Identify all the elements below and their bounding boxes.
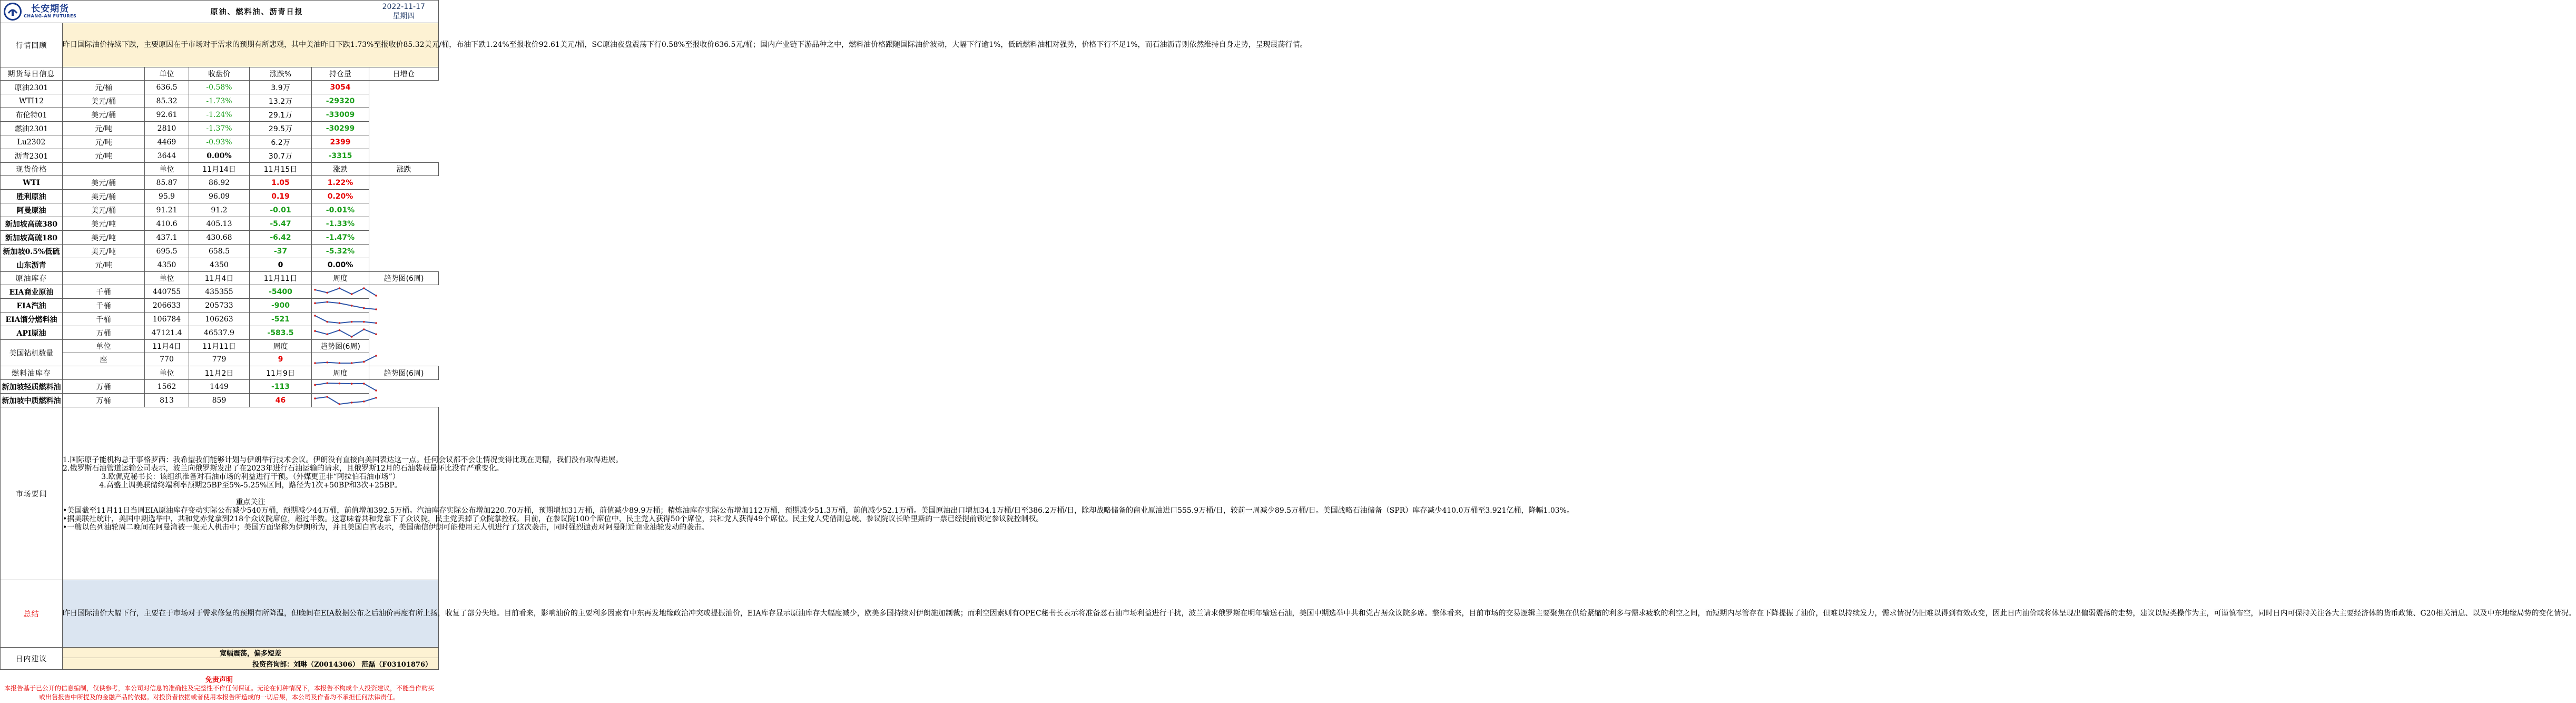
spot-header-chg: 涨跌 — [312, 163, 369, 176]
fuel-trend — [312, 380, 369, 394]
spot-chg: -5.47 — [250, 217, 312, 231]
fuel-row — [1, 394, 439, 407]
logo-icon — [4, 3, 22, 21]
trend-point — [314, 289, 316, 291]
futures-oi: 30.7万 — [250, 149, 312, 163]
fuel-d1: 813 — [145, 394, 189, 407]
inventory-d2: 46537.9 — [189, 326, 250, 340]
inventory-trend — [312, 285, 369, 299]
trend-line — [315, 356, 376, 363]
inventory-chg: -5400 — [250, 285, 312, 299]
spot-row — [1, 176, 439, 190]
fuel-header-unit: 单位 — [145, 366, 189, 380]
trend-point — [314, 384, 316, 386]
trend-point — [339, 302, 341, 304]
futures-close: 2810 — [145, 122, 189, 135]
news-focus-item: •据美联社统计，美国中期选举中，共和党赤党拿到218个众议院席位，超过半数。这意味着共和党拿下了众议院，民主党丢掉了众院掌控权。目前，在参议院100个席位中，民主党人获得50个席位，共和党人获得49个席位。民主党人凭借副总统、参议院议长哈里斯的一票已经提前锁定参议院控制权。 — [63, 514, 1044, 523]
trend-point — [351, 293, 353, 295]
trend-point — [375, 355, 377, 357]
inventory-row — [1, 285, 439, 299]
rig-unit: 座 — [63, 353, 145, 366]
inventory-d1: 206633 — [145, 299, 189, 313]
trend-point — [326, 333, 328, 335]
spot-chg: 0.19 — [250, 190, 312, 203]
futures-oi: 29.5万 — [250, 122, 312, 135]
trend-point — [314, 302, 316, 304]
trend-point — [314, 397, 316, 399]
news-item: 1.国际原子能机构总干事格罗西：我希望我们能够计划与伊朗举行技术会议。伊朗没有直接向美国表达这一点。任何会议都不会让情况变得比现在更糟，我们没有取得进展。 — [63, 455, 623, 464]
inventory-name: EIA馏分燃料油 — [1, 313, 63, 326]
futures-name: 原油2301 — [1, 81, 63, 94]
inventory-name: EIA汽油 — [1, 299, 63, 313]
trend-point — [326, 382, 328, 384]
rig-header-unit: 单位 — [63, 340, 145, 353]
spot-name: 新加坡高硫180 — [1, 231, 63, 245]
fuel-name: 新加坡中质燃料油 — [1, 394, 63, 407]
fuel-row — [1, 380, 439, 394]
spot-unit: 美元/桶 — [63, 190, 145, 203]
fuel-sparkline — [312, 395, 379, 406]
futures-unit: 元/吨 — [63, 135, 145, 149]
report-title: 原油、燃料油、沥青日报 — [145, 1, 369, 23]
trend-point — [351, 320, 353, 323]
inventory-unit: 万桶 — [63, 326, 145, 340]
spot-row — [1, 258, 439, 272]
futures-header-delta: 日增仓 — [369, 67, 439, 81]
trend-point — [314, 330, 316, 332]
futures-row — [1, 122, 439, 135]
spot-name: 新加坡高硫380 — [1, 217, 63, 231]
trend-point — [375, 322, 377, 324]
spot-chg: 0 — [250, 258, 312, 272]
spot-chg: 1.05 — [250, 176, 312, 190]
spot-header-d2: 11月15日 — [250, 163, 312, 176]
spot-name: 山东沥青 — [1, 258, 63, 272]
trend-point — [363, 361, 365, 363]
spot-chg: -0.01 — [250, 203, 312, 217]
inv-header-trend: 趋势图(6周) — [369, 272, 439, 285]
spot-d2: 658.5 — [189, 245, 250, 258]
trend-line — [315, 329, 376, 337]
section-label-review: 行情回顾 — [1, 23, 63, 67]
news-focus-item: •美国截至11月11日当周EIA原油库存变动实际公布减少540万桶，预期减少44万桶，前值增加392.5万桶。汽油库存实际公布增加220.70万桶，预期增加31万桶，前值减少89.9万桶；精炼油库存实际公布增加112万桶，预期减少51.3万桶，前值减少52.1万桶。美国原油出口增加34.1万桶/日至386.2万桶/日，除却战略储备的商业原油进口555.9万桶/日，较前一周减少89.5万桶/日。美国战略石油储备（SPR）库存减少410.0万桶至3.921亿桶，降幅1.03%。 — [63, 506, 1574, 515]
date-box — [369, 1, 439, 23]
trend-point — [339, 362, 341, 364]
fuel-sparkline — [312, 381, 379, 393]
section-label-futures: 期货每日信息 — [1, 67, 63, 81]
inventory-sparkline — [312, 314, 379, 325]
rig-header-chg: 周度 — [250, 340, 312, 353]
trend-point — [375, 389, 377, 392]
futures-unit: 元/吨 — [63, 122, 145, 135]
summary-text: 昨日国际油价大幅下行，主要在于市场对于需求修复的预期有所降温，但晚间在EIA数据公布之后油价再度有所上扬，收复了部分失地。目前看来，影响油价的主要利多因素有中东再发地缘政治冲突或提振油价，EIA库存显示原油库存大幅度减少，欧美多国持续对伊朗施加制裁；而利空因素则有OPEC秘书长表示将准备怼石油市场利益进行干扰，波兰请求俄罗斯在明年输送石油，美国中期选举中共和党占据众议院多席。整体看来，目前市场的交易逻辑主要聚焦在供给紧缩的利多与需求疲软的利空之间，而短期内尽管存在下降提振了油价，但难以持续发力，需求情况仍旧难以得到有效改变，因此日内油价或将体呈现出偏弱震荡的走势，建议以短类操作为主，可谨慎布空，同时日内可保持关注各大主要经济体的货币政策、G20相关消息、以及中东地缘局势的变化情况。 — [63, 580, 439, 648]
trend-point — [375, 333, 377, 335]
futures-header-oi: 持仓量 — [312, 67, 369, 81]
disclaimer — [0, 672, 438, 702]
advice-text: 宽幅震荡，偏多短差 — [63, 648, 439, 658]
section-label-news: 市场要闻 — [1, 407, 63, 580]
futures-oi: 13.2万 — [250, 94, 312, 108]
trend-point — [351, 336, 353, 338]
trend-point — [339, 287, 341, 289]
spot-name: WTI — [1, 176, 63, 190]
trend-point — [375, 295, 377, 297]
trend-point — [314, 362, 316, 364]
trend-point — [314, 315, 316, 317]
spot-d1: 437.1 — [145, 231, 189, 245]
spot-d2: 91.2 — [189, 203, 250, 217]
futures-oi: 6.2万 — [250, 135, 312, 149]
inventory-d1: 106784 — [145, 313, 189, 326]
trend-point — [375, 396, 377, 398]
spot-d1: 85.87 — [145, 176, 189, 190]
fuel-header-d2: 11月9日 — [250, 366, 312, 380]
spot-row — [1, 203, 439, 217]
spot-pct: -0.01% — [312, 203, 369, 217]
inventory-trend — [312, 326, 369, 340]
futures-unit: 元/桶 — [63, 81, 145, 94]
futures-header-unit: 单位 — [145, 67, 189, 81]
trend-point — [326, 301, 328, 303]
spot-d1: 4350 — [145, 258, 189, 272]
spot-unit: 美元/吨 — [63, 231, 145, 245]
section-label-inventory: 原油库存 — [1, 272, 63, 285]
section-label-spot: 现货价格 — [1, 163, 63, 176]
futures-oi: 29.1万 — [250, 108, 312, 122]
trend-line — [315, 316, 376, 323]
inventory-d1: 47121.4 — [145, 326, 189, 340]
rig-sparkline — [312, 354, 379, 365]
inventory-d2: 435355 — [189, 285, 250, 299]
futures-delta: -30299 — [312, 122, 369, 135]
trend-point — [363, 328, 365, 330]
logo-cell — [1, 1, 145, 23]
inventory-unit: 千桶 — [63, 313, 145, 326]
futures-unit: 元/吨 — [63, 149, 145, 163]
spot-unit: 美元/桶 — [63, 176, 145, 190]
spot-row — [1, 245, 439, 258]
futures-close: 92.61 — [145, 108, 189, 122]
futures-close: 3644 — [145, 149, 189, 163]
spot-header-unit: 单位 — [145, 163, 189, 176]
spot-unit: 美元/吨 — [63, 217, 145, 231]
spot-row — [1, 190, 439, 203]
spot-d1: 91.21 — [145, 203, 189, 217]
market-review-text: 昨日国际油价持续下跌，主要原因在于市场对于需求的预期有所悲观，其中美油昨日下跌1.73%至报收价85.32美元/桶，布油下跌1.24%至报收价92.61美元/桶，SC原油夜盘震荡下行0.58%至报收价636.5元/桶；国内产业链下游品种之中，燃料油价格跟随国际油价波动，大幅下行逾1%，低硫燃料油相对强势，价格下行不足1%，而石油沥青则依然维持自身走势，呈现震荡行情。 — [63, 23, 439, 67]
spot-pct: 1.22% — [312, 176, 369, 190]
futures-row — [1, 135, 439, 149]
inventory-row — [1, 299, 439, 313]
trend-point — [363, 320, 365, 323]
inventory-trend — [312, 299, 369, 313]
spot-d2: 4350 — [189, 258, 250, 272]
inventory-d2: 106263 — [189, 313, 250, 326]
inventory-d1: 440755 — [145, 285, 189, 299]
inventory-chg: -583.5 — [250, 326, 312, 340]
futures-row — [1, 108, 439, 122]
futures-row — [1, 149, 439, 163]
rig-header-d2: 11月11日 — [189, 340, 250, 353]
futures-header-close: 收盘价 — [189, 67, 250, 81]
spot-header-d1: 11月14日 — [189, 163, 250, 176]
futures-name: 沥青2301 — [1, 149, 63, 163]
news-item: 2.俄罗斯石油管道运输公司表示，波兰向俄罗斯发出了在2023年进行石油运输的请求，且俄罗斯12月的石油装载量环比没有严重变化。 — [63, 464, 504, 473]
trend-point — [339, 382, 341, 384]
logo-en: CHANG-AN FUTURES — [24, 13, 77, 18]
futures-close: 4469 — [145, 135, 189, 149]
inventory-chg: -521 — [250, 313, 312, 326]
futures-name: 燃油2301 — [1, 122, 63, 135]
trend-point — [339, 329, 341, 331]
futures-chg: -1.73% — [189, 94, 250, 108]
spot-unit: 美元/桶 — [63, 203, 145, 217]
fuel-header-chg: 周度 — [312, 366, 369, 380]
spot-pct: -1.33% — [312, 217, 369, 231]
trend-line — [315, 397, 376, 404]
inventory-d2: 205733 — [189, 299, 250, 313]
futures-header-chg: 涨跌% — [250, 67, 312, 81]
fuel-chg: 46 — [250, 394, 312, 407]
trend-point — [339, 403, 341, 405]
futures-oi: 3.9万 — [250, 81, 312, 94]
news-item: 4.高盛上调美联储终端利率预期25BP至5%-5.25%区间，路径为1次+50BP和3次+25BP。 — [99, 481, 402, 490]
trend-point — [363, 401, 365, 403]
futures-close: 636.5 — [145, 81, 189, 94]
fuel-d2: 859 — [189, 394, 250, 407]
fuel-d2: 1449 — [189, 380, 250, 394]
inventory-unit: 千桶 — [63, 299, 145, 313]
spot-d2: 405.13 — [189, 217, 250, 231]
trend-point — [363, 383, 365, 385]
advice-consultants: 投资咨询部：刘琳（Z0014306） 范磊（F03101876） — [63, 658, 439, 670]
inventory-row — [1, 326, 439, 340]
rig-name: 美国钻机数量 — [1, 340, 63, 366]
futures-name: 布伦特01 — [1, 108, 63, 122]
trend-point — [326, 291, 328, 294]
futures-unit: 美元/桶 — [63, 94, 145, 108]
fuel-d1: 1562 — [145, 380, 189, 394]
spot-row — [1, 217, 439, 231]
rig-header-d1: 11月4日 — [145, 340, 189, 353]
inventory-name: API原油 — [1, 326, 63, 340]
futures-chg: -1.24% — [189, 108, 250, 122]
spot-name: 新加坡0.5%低硫 — [1, 245, 63, 258]
trend-point — [363, 287, 365, 289]
trend-point — [326, 362, 328, 364]
spot-header-pct: 涨跌 — [369, 163, 439, 176]
trend-line — [315, 302, 376, 309]
spot-name: 阿曼原油 — [1, 203, 63, 217]
rig-d2: 779 — [189, 353, 250, 366]
futures-row — [1, 94, 439, 108]
trend-point — [326, 396, 328, 398]
spot-pct: -5.32% — [312, 245, 369, 258]
inv-header-unit: 单位 — [145, 272, 189, 285]
futures-name: WTI12 — [1, 94, 63, 108]
section-label-advice: 日内建议 — [1, 648, 63, 670]
futures-chg: -1.37% — [189, 122, 250, 135]
trend-line — [315, 383, 376, 390]
logo-cn: 长安期货 — [31, 3, 70, 14]
rig-chg: 9 — [250, 353, 312, 366]
inventory-unit: 千桶 — [63, 285, 145, 299]
trend-point — [351, 305, 353, 307]
futures-chg: -0.93% — [189, 135, 250, 149]
news-focus-item: •一艘以色列油轮周二晚间在阿曼湾被一架无人机击中；美国方面坚称为伊朗所为，并且美国白宫表示，美国确信伊朗可能使用无人机进行了这次袭击，同时强烈谴责对阿曼附近商业油轮发动的袭击。 — [63, 523, 709, 532]
trend-point — [363, 307, 365, 309]
fuel-trend — [312, 394, 369, 407]
futures-delta: 3054 — [312, 81, 369, 94]
inventory-chg: -900 — [250, 299, 312, 313]
rig-header-trend: 趋势图(6周) — [312, 340, 369, 353]
inventory-row — [1, 313, 439, 326]
trend-line — [315, 288, 376, 296]
disclaimer-text: 本报告基于已公开的信息编制，仅供参考，本公司对信息的准确性及完整性不作任何保证。无论在何种情况下，本报告不构成个人投资建议，不能当作购买或出售报告中所提及的金融产品的依据。对投资者依据或者使用本报告所造成的一切后果，本公司及作者均不承担任何法律责任。 — [4, 685, 434, 701]
fuel-header-d1: 11月2日 — [189, 366, 250, 380]
news-item: 3.欧佩克秘书长：该组织准备对石油市场的利益进行干预。（外媒更正非“阿拉伯石油市场”） — [101, 472, 400, 481]
trend-point — [339, 322, 341, 324]
disclaimer-title: 免责声明 — [205, 676, 233, 684]
spot-chg: -6.42 — [250, 231, 312, 245]
spot-unit: 美元/吨 — [63, 245, 145, 258]
inventory-sparkline — [312, 286, 379, 298]
futures-delta: 2399 — [312, 135, 369, 149]
fuel-unit: 万桶 — [63, 380, 145, 394]
spot-d1: 95.9 — [145, 190, 189, 203]
spot-pct: 0.20% — [312, 190, 369, 203]
news-content — [63, 407, 1574, 580]
inv-header-chg: 周度 — [312, 272, 369, 285]
inv-header-d2: 11月11日 — [250, 272, 312, 285]
inv-header-d1: 11月4日 — [189, 272, 250, 285]
futures-delta: -3315 — [312, 149, 369, 163]
spot-chg: -37 — [250, 245, 312, 258]
inventory-name: EIA商业原油 — [1, 285, 63, 299]
spot-name: 胜利原油 — [1, 190, 63, 203]
futures-name: Lu2302 — [1, 135, 63, 149]
spot-d1: 695.5 — [145, 245, 189, 258]
fuel-header-trend: 趋势图(6周) — [369, 366, 439, 380]
report-date: 2022-11-17 — [382, 3, 425, 11]
spot-unit: 元/吨 — [63, 258, 145, 272]
news-focus-title: 重点关注 — [235, 497, 266, 506]
fuel-name: 新加坡轻质燃料油 — [1, 380, 63, 394]
report-weekday: 星期四 — [392, 12, 415, 21]
spot-pct: 0.00% — [312, 258, 369, 272]
spot-d2: 86.92 — [189, 176, 250, 190]
spot-pct: -1.47% — [312, 231, 369, 245]
futures-delta: -33009 — [312, 108, 369, 122]
trend-point — [351, 402, 353, 404]
trend-point — [326, 320, 328, 323]
rig-trend-cell — [312, 353, 369, 366]
trend-point — [375, 308, 377, 310]
spot-d2: 430.68 — [189, 231, 250, 245]
trend-point — [351, 383, 353, 385]
inventory-sparkline — [312, 327, 379, 339]
futures-chg: -0.58% — [189, 81, 250, 94]
spot-d1: 410.6 — [145, 217, 189, 231]
section-label-summary: 总结 — [1, 580, 63, 648]
spot-d2: 96.09 — [189, 190, 250, 203]
rig-d1: 770 — [145, 353, 189, 366]
futures-close: 85.32 — [145, 94, 189, 108]
trend-point — [351, 362, 353, 364]
futures-row — [1, 81, 439, 94]
fuel-chg: -113 — [250, 380, 312, 394]
section-label-fuel: 燃料油库存 — [1, 366, 63, 380]
spot-row — [1, 231, 439, 245]
futures-delta: -29320 — [312, 94, 369, 108]
futures-unit: 美元/桶 — [63, 108, 145, 122]
fuel-unit: 万桶 — [63, 394, 145, 407]
inventory-trend — [312, 313, 369, 326]
inventory-sparkline — [312, 300, 379, 311]
futures-chg: 0.00% — [189, 149, 250, 163]
